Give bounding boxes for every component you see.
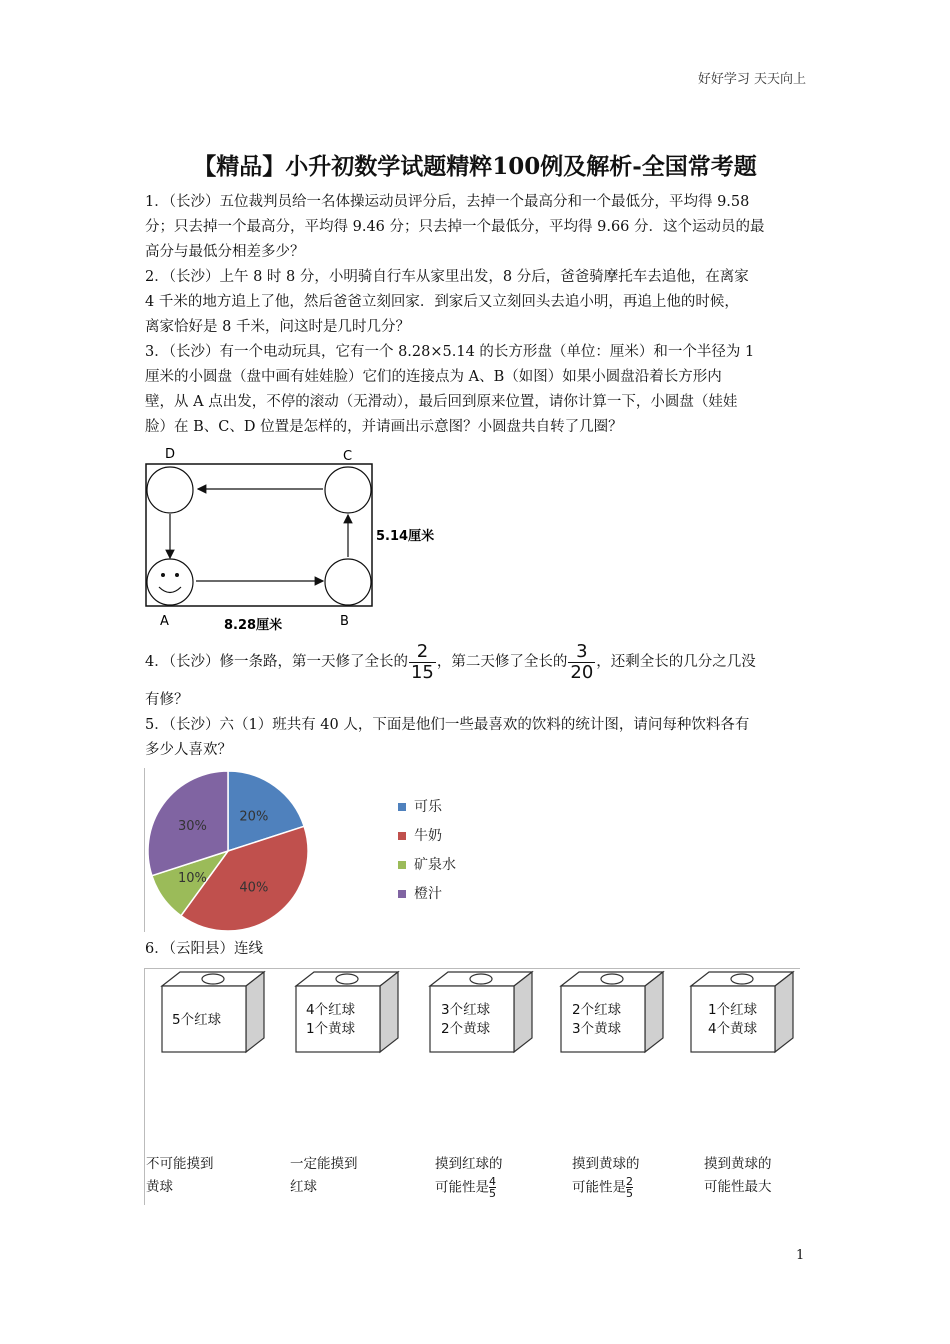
pie-data-label-2: 40% bbox=[239, 880, 269, 896]
box-content-2: 4个红球 1个黄球 bbox=[306, 1002, 356, 1037]
label-b: B bbox=[340, 614, 349, 629]
legend-label: 牛奶 bbox=[414, 828, 442, 844]
disc-b bbox=[325, 559, 371, 605]
page-number: 1 bbox=[796, 1248, 805, 1263]
box-opening bbox=[731, 974, 753, 984]
question-2 bbox=[145, 265, 807, 340]
pie-data-label-1: 20% bbox=[239, 809, 269, 825]
fraction-3-20: $\frac{3}{20}$ bbox=[570, 640, 594, 683]
legend-item-1 bbox=[398, 796, 442, 816]
question-2-line-3: 离家恰好是 8 千米，问这时是几时几分？ bbox=[145, 319, 410, 335]
question-5-line-2: 多少人喜欢？ bbox=[145, 742, 232, 758]
question-3 bbox=[145, 340, 807, 440]
answer-option-3: 摸到红球的 可能性是 $\frac{4}{5}$ bbox=[435, 1156, 503, 1200]
label-a: A bbox=[160, 614, 169, 629]
rolling-disc-figure bbox=[140, 442, 440, 637]
box-content-3: 3个红球 2个黄球 bbox=[441, 1002, 491, 1037]
question-3-line-1: 3．（长沙）有一个电动玩具，它有一个 8.28×5.14 的长方形盘（单位：厘米）和一个半径为 1 bbox=[145, 344, 755, 360]
question-1-line-3: 高分与最低分相差多少？ bbox=[145, 244, 305, 260]
pie-chart bbox=[144, 766, 324, 936]
answer-option-2: 一定能摸到 红球 bbox=[290, 1156, 358, 1195]
legend-item-2 bbox=[398, 825, 442, 845]
question-4-middle: ，第二天修了全长的 bbox=[436, 654, 568, 670]
header-slogan: 好好学习 天天向上 bbox=[697, 72, 806, 87]
answer-option-1: 不可能摸到 黄球 bbox=[146, 1156, 214, 1195]
legend-swatch bbox=[398, 803, 406, 811]
legend-label: 矿泉水 bbox=[414, 857, 456, 873]
disc-d bbox=[147, 467, 193, 513]
question-4-line-2: 有修？ bbox=[145, 692, 189, 708]
question-4-suffix: ，还剩全长的几分之几没 bbox=[596, 654, 756, 670]
question-2-line-1: 2．（长沙）上午 8 时 8 分，小明骑自行车从家里出发，8 分后，爸爸骑摩托车去追他，在离家 bbox=[145, 269, 749, 285]
legend-label: 可乐 bbox=[414, 799, 442, 815]
smiley-face-disc-a bbox=[147, 559, 193, 605]
rectangle-tray bbox=[146, 464, 372, 606]
question-3-line-3: 壁，从 A 点出发，不停的滚动（无滑动），最后回到原来位置，请你计算一下，小圆盘（娃娃 bbox=[145, 394, 738, 410]
legend-swatch bbox=[398, 861, 406, 869]
question-3-line-2: 厘米的小圆盘（盘中画有娃娃脸）它们的连接点为 A、B（如图）如果小圆盘沿着长方形内 bbox=[145, 369, 722, 385]
label-d: D bbox=[165, 447, 176, 462]
box-opening bbox=[601, 974, 623, 984]
document-title: 【精品】小升初数学试题精粹100例及解析-全国常考题 bbox=[193, 153, 757, 180]
pie-data-label-3: 10% bbox=[177, 870, 207, 886]
question-6-title: 6．（云阳县）连线 bbox=[145, 941, 263, 957]
question-2-line-2: 4 千米的地方追上了他，然后爸爸立刻回家．到家后又立刻回头去追小明，再追上他的时候， bbox=[145, 294, 739, 310]
answer-option-4: 摸到黄球的 可能性是 $\frac{2}{5}$ bbox=[572, 1156, 640, 1200]
legend-swatch bbox=[398, 890, 406, 898]
box-opening bbox=[202, 974, 224, 984]
question-5 bbox=[145, 713, 807, 763]
answer-fraction: $\frac{2}{5}$ bbox=[626, 1175, 633, 1200]
question-1-line-2: 分；只去掉一个最高分，平均得 9.46 分；只去掉一个最低分，平均得 9.66 分．这个运动员的最 bbox=[145, 219, 765, 235]
question-4 bbox=[145, 640, 807, 684]
box-content-5: 1个红球 4个黄球 bbox=[708, 1002, 758, 1037]
label-c: C bbox=[343, 449, 353, 464]
answer-option-5: 摸到黄球的 可能性最大 bbox=[704, 1156, 772, 1195]
disc-c bbox=[325, 467, 371, 513]
box-content-4: 2个红球 3个黄球 bbox=[572, 1002, 622, 1037]
question-5-line-1: 5．（长沙）六（1）班共有 40 人，下面是他们一些最喜欢的饮料的统计图，请问每种饮料各有 bbox=[145, 717, 750, 733]
question-1-line-1: 1．（长沙）五位裁判员给一名体操运动员评分后，去掉一个最高分和一个最低分，平均得 9.58 bbox=[145, 194, 750, 210]
legend-swatch bbox=[398, 832, 406, 840]
legend-item-4 bbox=[398, 883, 442, 903]
box-content-1: 5个红球 bbox=[172, 1012, 222, 1028]
pie-data-label-4: 30% bbox=[177, 819, 207, 835]
width-label: 8.28厘米 bbox=[224, 618, 283, 633]
legend-item-3 bbox=[398, 854, 456, 874]
legend-label: 橙汁 bbox=[414, 886, 442, 902]
height-label: 5.14厘米 bbox=[376, 529, 435, 544]
question-1 bbox=[145, 190, 807, 265]
question-4-prefix: 4．（长沙）修一条路，第一天修了全长的 bbox=[145, 654, 408, 670]
pie-legend bbox=[398, 796, 498, 916]
answer-fraction: $\frac{4}{5}$ bbox=[489, 1175, 496, 1200]
fraction-2-15: $\frac{2}{15}$ bbox=[410, 640, 434, 683]
box-opening bbox=[336, 974, 358, 984]
box-opening bbox=[470, 974, 492, 984]
question-3-line-4: 脸）在 B、C、D 位置是怎样的，并请画出示意图？小圆盘共自转了几圈？ bbox=[145, 419, 623, 435]
